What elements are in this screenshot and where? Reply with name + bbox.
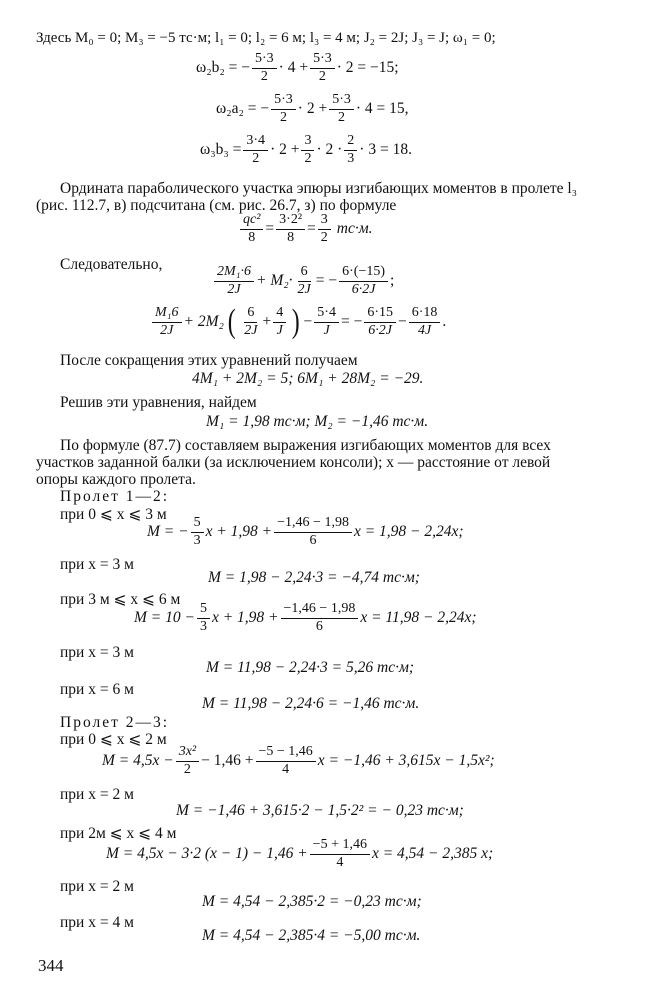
equation-w3b3: ω₃b₃ = $\frac{3\cdot 4}{2}$ · 2 + $\frac{3}{2}$ · 2 · $\frac{2}{3}$ · 3 = 18. [200, 133, 412, 166]
solution-values: M₁ = 1,98 тс·м; M₂ = −1,46 тс·м. [206, 413, 429, 430]
condition-3: при 3 м ⩽ x ⩽ 6 м [60, 591, 181, 608]
equation-w2b2: ω₂b₂ = − $\frac{5\cdot 3}{2}$ · 4 + $\frac{5\cdot 3}{2}$ · 2 = −15; [196, 51, 399, 84]
equation-qc2-8: $\frac{\text{qc²}}{8}$ = $\frac{\text{3·2²}}{8}$ = $\frac{3}{2}$ тс·м. [238, 213, 373, 245]
condition-5: при x = 6 м [60, 681, 134, 698]
paragraph-ordinate-line1: Ордината параболического участка эпюры изгибающих моментов в пролете l₃ [60, 180, 578, 197]
span-1-2-heading: Пролет 1—2: [60, 488, 170, 505]
equation-w2a2: ω₂a₂ = − $\frac{5\cdot 3}{2}$ · 2 + $\frac{5\cdot 3}{2}$ · 4 = 15, [216, 92, 409, 125]
span-2-3-heading: Пролет 2—3: [60, 714, 170, 731]
result-7: M = −1,46 + 3,615·2 − 1,5·2² = − 0,23 тс·м; [176, 802, 464, 819]
condition-10: при x = 4 м [60, 914, 134, 931]
paragraph-formula-line3: опоры каждого пролета. [36, 471, 196, 488]
paragraph-formula-line1: По формуле (87.7) составляем выражения изгибающих моментов для всех [60, 437, 551, 454]
moment-equation-8: M = 4,5x − 3·2 (x − 1) − 1,46 + $\frac{-5 + 1,46}{4}$ x = 4,54 − 2,385 x; [106, 837, 494, 870]
condition-8: при 2м ⩽ x ⩽ 4 м [60, 825, 177, 842]
moment-equation-1: M = − $\frac{5}{3}$ x + 1,98 + $\frac{-1,46 - 1,98}{6}$ x = 1,98 − 2,24x; [147, 515, 464, 548]
result-10: M = 4,54 − 2,385·4 = −5,00 тс·м. [202, 927, 421, 944]
canonical-equation-2: $\frac{\text{M₁6}}{2J}$ + 2M₂ ( $\frac{6}{2J}$ + $\frac{4}{J}$ ) − $\frac{5\cdot 4}{J}$ = − $\frac{6\cdot 15}{6\cdot 2J}$ − $\frac{6\cdot 18}{4J}$ . [150, 305, 446, 339]
given-values-line: Здесь M₀ = 0; M₃ = −5 тс·м; l₁ = 0; l₂ = 6 м; l₃ = 4 м; J₂ = 2J; J₃ = J; ω₁ = 0; [36, 30, 496, 46]
page-number: 344 [38, 956, 64, 975]
condition-4: при x = 3 м [60, 644, 134, 661]
condition-6: при 0 ⩽ x ⩽ 2 м [60, 731, 167, 748]
consequently-label: Следовательно, [60, 256, 163, 273]
canonical-equation-1: $\frac{\text{2M₁·6}}{2J}$ + M₂· $\frac{6}{2J}$ = − $\frac{6\cdot(-15)}{6\cdot 2J}$ ; [212, 265, 394, 297]
result-2: M = 1,98 − 2,24·3 = −4,74 тс·м; [208, 569, 420, 586]
moment-equation-3: M = 10 − $\frac{5}{3}$ x + 1,98 + $\frac{-1,46 - 1,98}{6}$ x = 11,98 − 2,24x; [134, 601, 477, 634]
result-4: M = 11,98 − 2,24·3 = 5,26 тс·м; [206, 659, 415, 676]
result-5: M = 11,98 − 2,24·6 = −1,46 тс·м. [202, 695, 420, 712]
condition-2: при x = 3 м [60, 556, 134, 573]
after-reduction-text: После сокращения этих уравнений получаем [60, 352, 358, 369]
result-9: M = 4,54 − 2,385·2 = −0,23 тс·м; [202, 893, 422, 910]
condition-1: при 0 ⩽ x ⩽ 3 м [60, 506, 167, 523]
paragraph-ordinate-line2: (рис. 112.7, в) подсчитана (см. рис. 26.7, з) по формуле [36, 197, 397, 214]
reduced-equations: 4M₁ + 2M₂ = 5; 6M₁ + 28M₂ = −29. [192, 370, 424, 387]
moment-equation-6: M = 4,5x − $\frac{\text{3x²}}{2}$ − 1,46 + $\frac{-5 - 1,46}{4}$ x = −1,46 + 3,615x − 1,5x²; [102, 744, 495, 777]
condition-9: при x = 2 м [60, 878, 134, 895]
paragraph-formula-line2: участков заданной балки (за исключением консоли); x — расстояние от левой [36, 454, 551, 471]
condition-7: при x = 2 м [60, 786, 134, 803]
solving-text: Решив эти уравнения, найдем [60, 394, 257, 411]
